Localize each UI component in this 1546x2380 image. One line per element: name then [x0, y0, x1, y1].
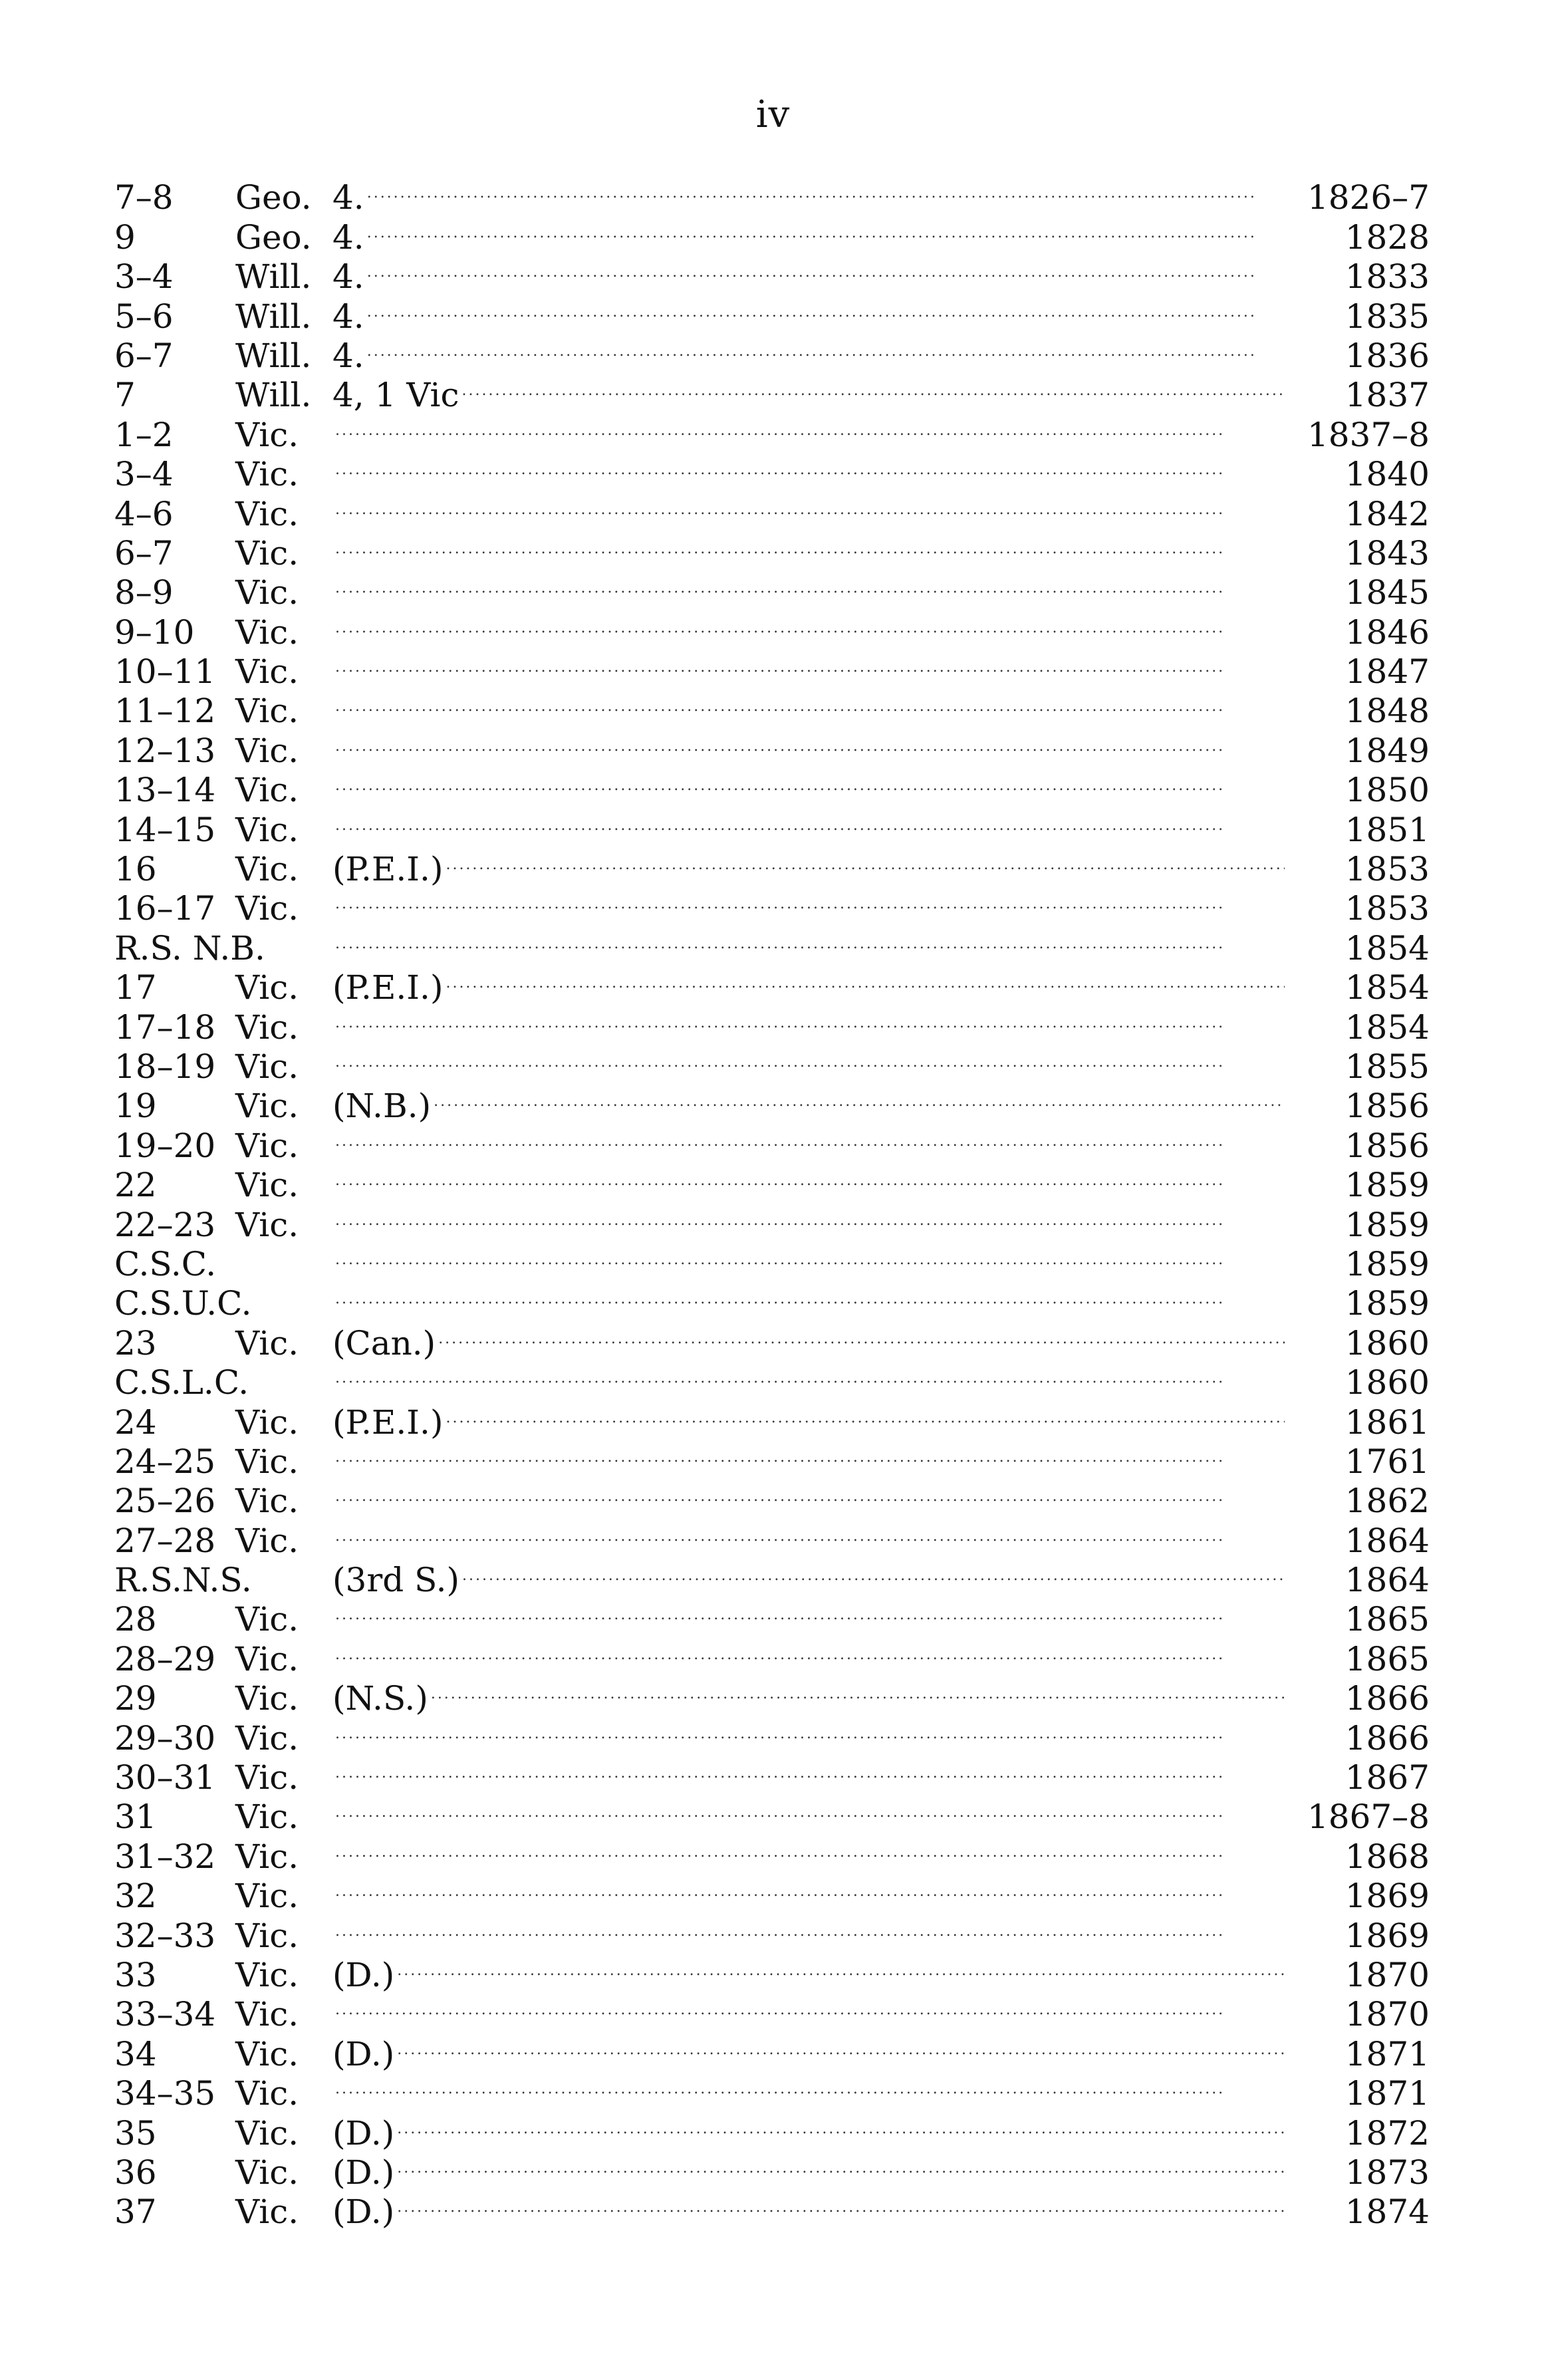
dot-leader — [367, 288, 1285, 327]
dot-leader — [367, 170, 1285, 209]
year-value: 1833 — [1345, 257, 1430, 297]
jurisdiction-note: 4. — [332, 257, 364, 297]
year-value: 1867–8 — [1307, 1797, 1430, 1837]
year-value: 1853 — [1345, 850, 1430, 889]
year-value: 1860 — [1345, 1323, 1430, 1363]
year-value: 1871 — [1345, 2034, 1430, 2073]
reign-label: Vic. — [235, 1166, 299, 1205]
session-number: 3–4 — [114, 257, 174, 297]
reign-label: Vic. — [235, 731, 299, 770]
reign-label: Vic. — [235, 1482, 299, 1521]
reign-label: Vic. — [235, 1521, 299, 1560]
year-value: 1859 — [1345, 1244, 1430, 1283]
dot-leader — [335, 999, 1285, 1038]
reign-label: Vic. — [235, 1916, 299, 1955]
dot-leader — [335, 880, 1285, 920]
reign-label: Vic. — [235, 810, 299, 849]
year-value: 1866 — [1345, 1718, 1430, 1758]
list-item — [114, 1315, 1430, 1363]
dot-leader — [446, 841, 1285, 880]
session-number: 19 — [114, 1087, 157, 1126]
year-value: 1869 — [1345, 1877, 1430, 1916]
jurisdiction-note: (D.) — [332, 2192, 395, 2232]
year-value: 1865 — [1345, 1600, 1430, 1639]
session-number: 22 — [114, 1166, 157, 1205]
dot-leader — [335, 1473, 1285, 1512]
jurisdiction-note: 4, 1 Vic — [332, 376, 459, 415]
jurisdiction-note: (D.) — [332, 2034, 395, 2073]
year-value: 1847 — [1345, 652, 1430, 692]
session-number: 28 — [114, 1600, 157, 1639]
session-number: C.S.C. — [114, 1244, 217, 1283]
jurisdiction-note: (N.S.) — [332, 1679, 428, 1718]
year-value: 1865 — [1345, 1639, 1430, 1678]
session-number: 7–8 — [114, 178, 174, 217]
jurisdiction-note: (D.) — [332, 2153, 395, 2192]
reign-label: Vic. — [235, 2113, 299, 2153]
session-number: 36 — [114, 2153, 157, 2192]
jurisdiction-note: (N.B.) — [332, 1087, 432, 1126]
session-number: 10–11 — [114, 652, 216, 692]
year-value: 1845 — [1345, 573, 1430, 612]
dot-leader — [335, 1631, 1285, 1670]
year-value: 1873 — [1345, 2153, 1430, 2192]
dot-leader — [434, 1078, 1285, 1117]
session-number: 8–9 — [114, 573, 174, 612]
session-number: 37 — [114, 2192, 157, 2232]
year-value: 1867 — [1345, 1758, 1430, 1797]
year-value: 1859 — [1345, 1166, 1430, 1205]
session-number: 24–25 — [114, 1442, 216, 1481]
reign-label: Vic. — [235, 1837, 299, 1876]
year-value: 1854 — [1345, 968, 1430, 1007]
year-value: 1870 — [1345, 1955, 1430, 1994]
session-number: 6–7 — [114, 533, 174, 573]
year-value: 1856 — [1345, 1087, 1430, 1126]
dot-leader — [438, 1315, 1285, 1354]
reign-label: Vic. — [235, 771, 299, 810]
reign-label: Vic. — [235, 968, 299, 1007]
year-value: 1848 — [1345, 692, 1430, 731]
year-value: 1871 — [1345, 2074, 1430, 2113]
list-item — [114, 170, 1430, 217]
reign-label: Vic. — [235, 2074, 299, 2113]
reign-label: Geo. — [235, 178, 312, 217]
year-value: 1861 — [1345, 1402, 1430, 1442]
year-value: 1837 — [1345, 376, 1430, 415]
year-value: 1842 — [1345, 494, 1430, 533]
dot-leader — [431, 1670, 1285, 1710]
reign-label: Vic. — [235, 1205, 299, 1244]
year-value: 1849 — [1345, 731, 1430, 770]
year-value: 1761 — [1345, 1442, 1430, 1481]
year-value: 1864 — [1345, 1561, 1430, 1600]
reign-label: Vic. — [235, 652, 299, 692]
dot-leader — [397, 1947, 1285, 1986]
dot-leader — [335, 1907, 1285, 1946]
dot-leader — [335, 406, 1285, 446]
year-value: 1853 — [1345, 889, 1430, 928]
reign-label: Vic. — [235, 1126, 299, 1165]
dot-leader — [462, 367, 1285, 406]
dot-leader — [335, 683, 1285, 722]
year-value: 1859 — [1345, 1205, 1430, 1244]
session-number: 14–15 — [114, 810, 216, 849]
year-value: 1828 — [1345, 217, 1430, 257]
dot-leader — [335, 920, 1285, 959]
session-number: 22–23 — [114, 1205, 216, 1244]
reign-label: Vic. — [235, 1402, 299, 1442]
dot-leader — [335, 1434, 1285, 1473]
year-value: 1836 — [1345, 336, 1430, 375]
reign-label: Vic. — [235, 1758, 299, 1797]
reign-label: Vic. — [235, 2192, 299, 2232]
session-number: 29 — [114, 1679, 157, 1718]
session-number: 5–6 — [114, 297, 174, 336]
dot-leader — [397, 2145, 1285, 2184]
year-value: 1862 — [1345, 1482, 1430, 1521]
reign-label: Vic. — [235, 1323, 299, 1363]
session-number: C.S.U.C. — [114, 1284, 252, 1323]
dot-leader — [446, 1394, 1285, 1433]
dot-leader — [335, 1275, 1285, 1315]
reign-label: Vic. — [235, 889, 299, 928]
session-number: 31–32 — [114, 1837, 216, 1876]
session-number: 33 — [114, 1955, 157, 1994]
reign-label: Vic. — [235, 692, 299, 731]
session-number: 23 — [114, 1323, 157, 1363]
dot-leader — [335, 1157, 1285, 1196]
reign-label: Vic. — [235, 1047, 299, 1086]
dot-leader — [397, 2026, 1285, 2065]
jurisdiction-note: 4. — [332, 217, 364, 257]
list-item — [114, 960, 1430, 1007]
list-item — [114, 1394, 1430, 1442]
year-value: 1840 — [1345, 455, 1430, 494]
jurisdiction-note: (P.E.I.) — [332, 850, 444, 889]
year-value: 1869 — [1345, 1916, 1430, 1955]
year-value: 1850 — [1345, 771, 1430, 810]
dot-leader — [335, 2065, 1285, 2105]
reign-label: Vic. — [235, 494, 299, 533]
list-item — [114, 1591, 1430, 1639]
session-number: 12–13 — [114, 731, 216, 770]
year-value: 1855 — [1345, 1047, 1430, 1086]
session-number: 33–34 — [114, 1995, 216, 2034]
session-number: 29–30 — [114, 1718, 216, 1758]
reign-label: Vic. — [235, 1995, 299, 2034]
jurisdiction-note: (Can.) — [332, 1323, 436, 1363]
dot-leader — [335, 446, 1285, 485]
reign-label: Vic. — [235, 415, 299, 454]
session-number: R.S. N.B. — [114, 928, 265, 968]
dot-leader — [335, 1039, 1285, 1078]
dot-leader — [462, 1552, 1285, 1591]
year-value: 1864 — [1345, 1521, 1430, 1560]
jurisdiction-note: (3rd S.) — [332, 1561, 459, 1600]
session-number: 18–19 — [114, 1047, 216, 1086]
session-number: 17 — [114, 968, 157, 1007]
dot-leader — [335, 722, 1285, 761]
reign-label: Vic. — [235, 1442, 299, 1481]
session-number: 1–2 — [114, 415, 174, 454]
year-value: 1843 — [1345, 533, 1430, 573]
reign-label: Vic. — [235, 2153, 299, 2192]
year-value: 1872 — [1345, 2113, 1430, 2153]
reign-label: Vic. — [235, 1679, 299, 1718]
session-number: 34 — [114, 2034, 157, 2073]
session-number: 34–35 — [114, 2074, 216, 2113]
dot-leader — [335, 1828, 1285, 1867]
year-value: 1851 — [1345, 810, 1430, 849]
page-number: iv — [755, 93, 791, 136]
dot-leader — [335, 565, 1285, 604]
dot-leader — [335, 1512, 1285, 1551]
dot-leader — [335, 1868, 1285, 1907]
year-value: 1835 — [1345, 297, 1430, 336]
reign-label: Will. — [235, 297, 312, 336]
jurisdiction-note: (P.E.I.) — [332, 968, 444, 1007]
session-number: 17–18 — [114, 1007, 216, 1047]
dot-leader — [335, 485, 1285, 525]
dot-leader — [335, 1710, 1285, 1749]
session-number: 35 — [114, 2113, 157, 2153]
year-value: 1859 — [1345, 1284, 1430, 1323]
session-number: 24 — [114, 1402, 157, 1442]
session-number: 25–26 — [114, 1482, 216, 1521]
year-value: 1854 — [1345, 928, 1430, 968]
dot-leader — [367, 328, 1285, 367]
reign-label: Vic. — [235, 1007, 299, 1047]
session-number: 4–6 — [114, 494, 174, 533]
session-number: C.S.L.C. — [114, 1363, 249, 1402]
year-value: 1846 — [1345, 612, 1430, 652]
dot-leader — [446, 960, 1285, 999]
reign-label: Will. — [235, 376, 312, 415]
session-number: 3–4 — [114, 455, 174, 494]
year-value: 1837–8 — [1307, 415, 1430, 454]
reign-label: Geo. — [235, 217, 312, 257]
reign-label: Vic. — [235, 1639, 299, 1678]
reign-label: Vic. — [235, 1718, 299, 1758]
year-value: 1826–7 — [1307, 178, 1430, 217]
dot-leader — [335, 525, 1285, 565]
dot-leader — [335, 801, 1285, 841]
year-value: 1868 — [1345, 1837, 1430, 1876]
list-item — [114, 1275, 1430, 1323]
session-number: 27–28 — [114, 1521, 216, 1560]
dot-leader — [335, 1355, 1285, 1394]
reign-label: Vic. — [235, 533, 299, 573]
reign-label: Vic. — [235, 1877, 299, 1916]
dot-leader — [335, 604, 1285, 643]
session-number: 28–29 — [114, 1639, 216, 1678]
session-number: 32–33 — [114, 1916, 216, 1955]
dot-leader — [335, 644, 1285, 683]
session-number: 16 — [114, 850, 157, 889]
reign-label: Vic. — [235, 612, 299, 652]
session-number: 11–12 — [114, 692, 216, 731]
dot-leader — [367, 209, 1285, 248]
reign-label: Vic. — [235, 1955, 299, 1994]
year-value: 1856 — [1345, 1126, 1430, 1165]
dot-leader — [335, 762, 1285, 801]
dot-leader — [367, 249, 1285, 288]
year-value: 1866 — [1345, 1679, 1430, 1718]
dot-leader — [397, 2184, 1285, 2223]
session-number: 32 — [114, 1877, 157, 1916]
reign-label: Vic. — [235, 1797, 299, 1837]
session-number: 9 — [114, 217, 136, 257]
session-number: 30–31 — [114, 1758, 216, 1797]
dot-leader — [397, 2105, 1285, 2144]
reign-label: Vic. — [235, 573, 299, 612]
reign-label: Vic. — [235, 850, 299, 889]
jurisdiction-note: (D.) — [332, 1955, 395, 1994]
reign-label: Will. — [235, 257, 312, 297]
year-value: 1854 — [1345, 1007, 1430, 1047]
reign-label: Vic. — [235, 2034, 299, 2073]
dot-leader — [335, 1591, 1285, 1631]
dot-leader — [335, 1986, 1285, 2026]
reign-label: Vic. — [235, 1600, 299, 1639]
session-number: 16–17 — [114, 889, 216, 928]
session-number: 31 — [114, 1797, 157, 1837]
dot-leader — [335, 1750, 1285, 1789]
reign-label: Vic. — [235, 455, 299, 494]
jurisdiction-note: 4. — [332, 336, 364, 375]
jurisdiction-note: (D.) — [332, 2113, 395, 2153]
dot-leader — [335, 1117, 1285, 1156]
session-number: 13–14 — [114, 771, 216, 810]
session-number: 7 — [114, 376, 136, 415]
session-number: R.S.N.S. — [114, 1561, 252, 1600]
jurisdiction-note: (P.E.I.) — [332, 1402, 444, 1442]
session-number: 6–7 — [114, 336, 174, 375]
year-value: 1860 — [1345, 1363, 1430, 1402]
session-number: 9–10 — [114, 612, 195, 652]
dot-leader — [335, 1789, 1285, 1828]
year-value: 1874 — [1345, 2192, 1430, 2232]
jurisdiction-note: 4. — [332, 297, 364, 336]
session-number: 19–20 — [114, 1126, 216, 1165]
reign-label: Will. — [235, 336, 312, 375]
jurisdiction-note: 4. — [332, 178, 364, 217]
statute-index-list — [114, 170, 1430, 2232]
dot-leader — [335, 1196, 1285, 1236]
dot-leader — [335, 1236, 1285, 1275]
year-value: 1870 — [1345, 1995, 1430, 2034]
reign-label: Vic. — [235, 1087, 299, 1126]
